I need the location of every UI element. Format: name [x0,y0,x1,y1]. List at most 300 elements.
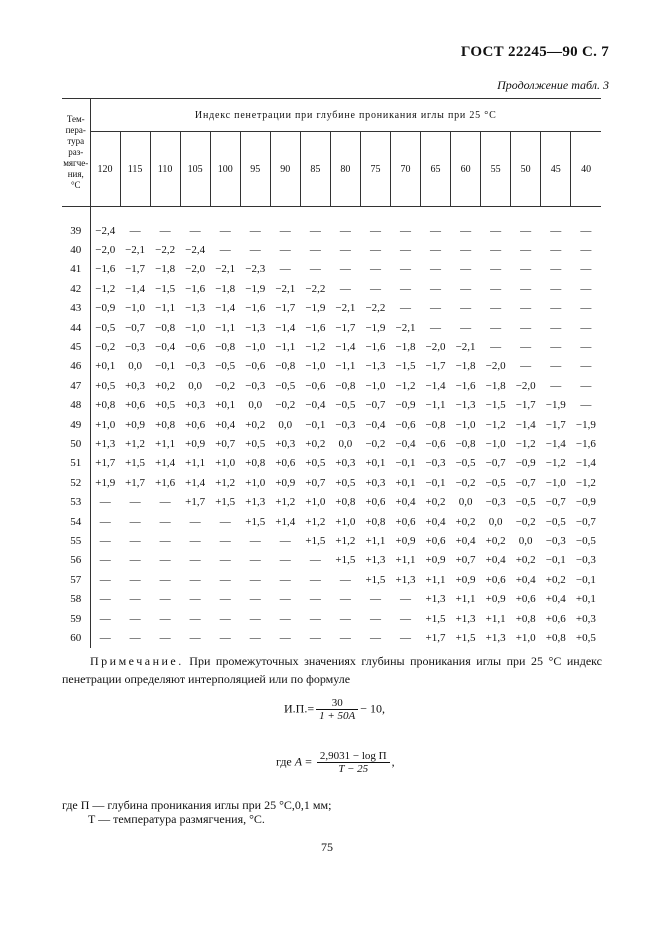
index-cell: +0,8 [365,515,386,528]
index-cell: +1,0 [215,457,236,470]
index-cell: +1,6 [155,476,176,489]
index-cell: −0,3 [425,457,446,470]
index-cell: −1,7 [515,399,536,412]
index-cell: 0,0 [128,360,142,373]
index-cell: −2,1 [215,263,236,276]
index-cell: — [129,593,141,606]
index-cell: — [460,302,472,315]
standard-header: ГОСТ 22245—90 С. 7 [460,44,609,60]
index-cell: +1,0 [305,496,326,509]
index-cell: −1,6 [575,437,596,450]
index-cell: +0,3 [125,379,146,392]
index-cell: — [490,224,502,237]
index-cell: — [309,573,321,586]
index-cell: — [99,534,111,547]
index-cell: −1,0 [485,437,506,450]
penetration-index-table [62,98,601,648]
penetration-header-cell: 90 [270,132,300,207]
index-cell: — [520,302,532,315]
index-cell: −0,3 [125,341,146,354]
index-cell: — [490,244,502,257]
temperature-cell: 48 [62,396,90,415]
index-cell: +1,7 [95,457,116,470]
index-cell: — [279,631,291,644]
index-cell: +0,2 [305,437,326,450]
index-cell: −1,9 [365,321,386,334]
index-cell: −0,6 [245,360,266,373]
index-cell: — [430,321,442,334]
index-cell: −1,4 [335,341,356,354]
index-cell: −0,3 [185,360,206,373]
index-cell: — [430,302,442,315]
index-cell: +1,5 [425,612,446,625]
index-cell: — [550,282,562,295]
index-cell: — [430,263,442,276]
index-cell: — [369,263,381,276]
formula1-rhs: − 10, [360,701,386,716]
index-cell: −2,2 [305,282,326,295]
index-cell: — [520,321,532,334]
index-cell: −0,2 [365,437,386,450]
penetration-header-cell: 70 [390,132,420,207]
index-cell: −0,4 [155,341,176,354]
index-cell: — [580,399,592,412]
index-cell: −1,6 [365,341,386,354]
index-cell: — [249,224,261,237]
index-cell: −0,9 [395,399,416,412]
index-cell: — [460,321,472,334]
index-cell: — [490,302,502,315]
index-cell: −1,6 [245,302,266,315]
index-cell: +0,6 [185,418,206,431]
index-cell: −1,8 [485,379,506,392]
index-cell: — [279,224,291,237]
index-cell: +0,8 [245,457,266,470]
index-cell: — [219,244,231,257]
index-cell: −1,4 [215,302,236,315]
index-cell: — [279,244,291,257]
index-cell: −1,5 [155,282,176,295]
index-cell: −0,5 [545,515,566,528]
penetration-header-cell: 120 [90,132,120,207]
table-row [62,299,601,318]
index-cell: +0,2 [425,496,446,509]
index-cell: — [309,244,321,257]
index-cell: — [550,360,562,373]
index-cell: +1,3 [95,437,116,450]
index-cell: −1,4 [515,418,536,431]
index-cell: — [159,573,171,586]
index-cell: +0,9 [275,476,296,489]
index-cell: — [520,244,532,257]
index-cell: +1,3 [485,631,506,644]
index-cell: −2,1 [455,341,476,354]
index-cell: +1,2 [305,515,326,528]
index-cell: — [490,321,502,334]
index-cell: −0,7 [125,321,146,334]
index-cell: +1,7 [185,496,206,509]
index-cell: — [339,224,351,237]
index-cell: +0,4 [215,418,236,431]
temperature-header-line: раз- [68,147,84,157]
index-cell: −0,8 [155,321,176,334]
index-cell: +1,5 [125,457,146,470]
index-cell: +0,8 [515,612,536,625]
index-cell: +0,6 [545,612,566,625]
index-cell: −1,0 [455,418,476,431]
index-cell: +1,3 [425,593,446,606]
index-cell: −0,3 [545,534,566,547]
spacer-row [62,207,601,222]
temperature-cell: 58 [62,589,90,608]
index-cell: — [129,496,141,509]
index-cell: +0,5 [335,476,356,489]
index-cell: −0,1 [425,476,446,489]
index-cell: — [339,593,351,606]
index-cell: — [129,515,141,528]
temperature-header-line: тура [67,136,85,146]
index-cell: +0,6 [275,457,296,470]
index-cell: — [550,302,562,315]
index-cell: — [129,573,141,586]
index-cell: +0,4 [395,496,416,509]
index-cell: −0,3 [575,554,596,567]
index-cell: +0,5 [305,457,326,470]
index-cell: — [580,224,592,237]
index-cell: — [219,515,231,528]
index-cell: — [339,631,351,644]
temperature-header-line: °C [70,180,81,190]
index-cell: — [129,554,141,567]
index-cell: −0,9 [515,457,536,470]
table-row [62,628,601,647]
index-cell: −1,1 [335,360,356,373]
index-cell: −2,1 [275,282,296,295]
index-cell: — [399,631,411,644]
index-cell: — [189,554,201,567]
index-cell: −0,5 [455,457,476,470]
index-cell: +0,1 [215,399,236,412]
penetration-header-cell: 85 [300,132,330,207]
index-cell: +1,2 [215,476,236,489]
index-cell: −2,1 [395,321,416,334]
index-cell: −1,4 [125,282,146,295]
index-cell: — [99,554,111,567]
index-cell: −0,1 [395,457,416,470]
index-cell: — [550,263,562,276]
index-cell: — [580,302,592,315]
index-cell: +0,9 [485,593,506,606]
table-row [62,492,601,511]
index-cell: — [520,282,532,295]
index-cell: −0,8 [425,418,446,431]
penetration-header-cell: 105 [180,132,210,207]
index-cell: — [309,224,321,237]
index-cell: — [339,573,351,586]
index-cell: −1,3 [185,302,206,315]
index-cell: −2,0 [425,341,446,354]
index-cell: — [159,631,171,644]
index-cell: −1,4 [545,437,566,450]
index-cell: — [369,244,381,257]
index-cell: — [460,224,472,237]
index-cell: 0,0 [338,437,353,450]
index-cell: — [159,534,171,547]
temperature-cell: 50 [62,434,90,453]
index-cell: −0,7 [545,496,566,509]
index-cell: — [219,573,231,586]
index-cell: — [550,379,562,392]
index-cell: −1,1 [275,341,296,354]
index-cell: — [249,593,261,606]
index-cell: +1,2 [125,437,146,450]
index-cell: — [580,360,592,373]
index-cell: — [219,593,231,606]
table-row [62,337,601,356]
index-cell: — [159,515,171,528]
index-cell: +1,5 [245,515,266,528]
index-cell: −1,9 [545,399,566,412]
index-cell: +1,5 [305,534,326,547]
index-cell: +0,1 [395,476,416,489]
table-note [62,652,602,688]
index-cell: +0,3 [365,476,386,489]
index-cell: — [249,554,261,567]
index-cell: −0,6 [305,379,326,392]
index-cell: +1,5 [365,573,386,586]
index-cell: 0,0 [278,418,293,431]
index-cell: +0,8 [155,418,176,431]
index-cell: — [490,282,502,295]
index-cell: — [99,496,111,509]
penetration-header-cell: 100 [210,132,240,207]
index-cell: — [580,321,592,334]
index-cell: — [309,554,321,567]
index-cell: +0,2 [485,534,506,547]
index-cell: −2,3 [245,263,266,276]
index-cell: +1,4 [275,515,296,528]
index-cell: — [399,302,411,315]
table-row [62,357,601,376]
index-cell: — [550,341,562,354]
index-cell: −2,4 [95,224,116,237]
index-cell: −2,2 [365,302,386,315]
index-cell: +1,5 [455,631,476,644]
page-number: 75 [321,840,333,854]
index-cell: −1,8 [395,341,416,354]
index-cell: — [189,612,201,625]
table-row [62,260,601,279]
index-cell: — [430,244,442,257]
index-cell: −1,7 [335,321,356,334]
formula1-fraction [316,697,358,722]
index-cell: — [159,496,171,509]
table-row [62,473,601,492]
index-cell: −1,7 [125,263,146,276]
index-cell: — [369,631,381,644]
index-cell: −0,2 [275,399,296,412]
temperature-cell: 56 [62,551,90,570]
index-cell: — [219,554,231,567]
formula-a [276,750,395,775]
temperature-cell: 57 [62,570,90,589]
index-cell: — [460,263,472,276]
temperature-cell: 39 [62,221,90,240]
formula2-denominator: T − 25 [338,763,369,775]
index-cell: −0,2 [95,341,116,354]
index-cell: — [520,360,532,373]
temperature-cell: 43 [62,299,90,318]
index-cell: +1,4 [155,457,176,470]
index-cell: −2,0 [515,379,536,392]
index-cell: +1,3 [395,573,416,586]
index-cell: — [580,244,592,257]
penetration-header-cell: 110 [150,132,180,207]
index-cell: −0,7 [515,476,536,489]
table-row [62,434,601,453]
index-cell: +0,3 [275,437,296,450]
table-row [62,221,601,240]
index-cell: +0,8 [335,496,356,509]
temperature-cell: 55 [62,531,90,550]
index-cell: −0,5 [575,534,596,547]
index-cell: — [550,244,562,257]
index-cell: −2,0 [95,244,116,257]
index-cell: — [580,379,592,392]
index-cell: +1,1 [185,457,206,470]
index-cell: — [249,612,261,625]
index-cell: −0,6 [185,341,206,354]
index-cell: — [399,224,411,237]
index-cell: — [159,554,171,567]
index-cell: 0,0 [488,515,503,528]
index-cell: — [430,282,442,295]
index-cell: −1,4 [275,321,296,334]
formula-penetration-index [284,697,385,722]
index-cell: +0,9 [125,418,146,431]
index-cell: −0,6 [425,437,446,450]
temperature-cell: 41 [62,260,90,279]
index-cell: −0,8 [215,341,236,354]
index-cell: −1,1 [425,399,446,412]
index-cell: −0,5 [275,379,296,392]
index-cell: −2,1 [125,244,146,257]
index-cell: +0,7 [455,554,476,567]
index-cell: — [399,244,411,257]
index-cell: +0,2 [245,418,266,431]
index-cell: — [339,282,351,295]
index-cell: — [399,282,411,295]
table-continuation-label: Продолжение табл. 3 [497,78,609,92]
index-cell: — [580,341,592,354]
index-cell: +0,4 [485,554,506,567]
index-cell: +0,9 [395,534,416,547]
index-cell: +1,7 [125,476,146,489]
index-cell: — [189,534,201,547]
index-cell: −0,4 [365,418,386,431]
index-cell: −1,4 [425,379,446,392]
index-cell: −0,8 [335,379,356,392]
penetration-header-cell: 45 [541,132,571,207]
penetration-header-cell: 55 [481,132,511,207]
index-cell: +1,0 [515,631,536,644]
index-cell: +0,3 [185,399,206,412]
index-cell: −1,8 [455,360,476,373]
index-cell: — [520,224,532,237]
index-cell: +0,7 [215,437,236,450]
index-cell: −1,6 [95,263,116,276]
table-row [62,551,601,570]
index-cell: −0,2 [455,476,476,489]
index-cell: −0,5 [515,496,536,509]
table-row [62,415,601,434]
penetration-header-cell: 75 [360,132,390,207]
index-cell: −0,7 [365,399,386,412]
index-cell: −1,0 [305,360,326,373]
index-cell: +0,2 [545,573,566,586]
index-cell: — [460,282,472,295]
index-cell: +0,9 [455,573,476,586]
index-cell: −1,2 [545,457,566,470]
table-row [62,240,601,259]
index-cell: — [279,534,291,547]
index-cell: −1,7 [545,418,566,431]
index-cell: −1,2 [575,476,596,489]
index-cell: +1,1 [155,437,176,450]
index-cell: +0,4 [425,515,446,528]
index-cell: — [249,631,261,644]
temperature-cell: 51 [62,454,90,473]
index-cell: — [580,263,592,276]
index-cell: −0,3 [335,418,356,431]
index-cell: +0,6 [425,534,446,547]
index-cell: −0,5 [95,321,116,334]
index-cell: +0,6 [515,593,536,606]
index-cell: +0,6 [485,573,506,586]
index-cell: −0,1 [155,360,176,373]
temperature-cell: 53 [62,492,90,511]
index-cell: +0,4 [545,593,566,606]
index-cell: −1,4 [575,457,596,470]
index-cell: — [399,263,411,276]
formula2-prefix: где [276,754,295,769]
index-cell: — [279,573,291,586]
penetration-header-cell: 50 [511,132,541,207]
temperature-header-line: пера- [65,125,86,135]
index-cell: — [550,321,562,334]
table-row [62,570,601,589]
index-cell: −1,8 [155,263,176,276]
index-cell: −0,7 [485,457,506,470]
index-cell: −1,3 [245,321,266,334]
index-cell: — [309,631,321,644]
temperature-cell: 59 [62,609,90,628]
index-cell: — [490,263,502,276]
table-row [62,279,601,298]
index-cell: — [369,282,381,295]
index-cell: −0,5 [335,399,356,412]
index-cell: −0,1 [545,554,566,567]
index-cell: −1,2 [95,282,116,295]
index-cell: — [430,224,442,237]
index-cell: −0,4 [395,437,416,450]
index-cell: +0,7 [305,476,326,489]
index-cell: — [249,573,261,586]
index-cell: +1,3 [455,612,476,625]
index-cell: — [159,593,171,606]
index-cell: — [219,612,231,625]
index-cell: +1,4 [185,476,206,489]
